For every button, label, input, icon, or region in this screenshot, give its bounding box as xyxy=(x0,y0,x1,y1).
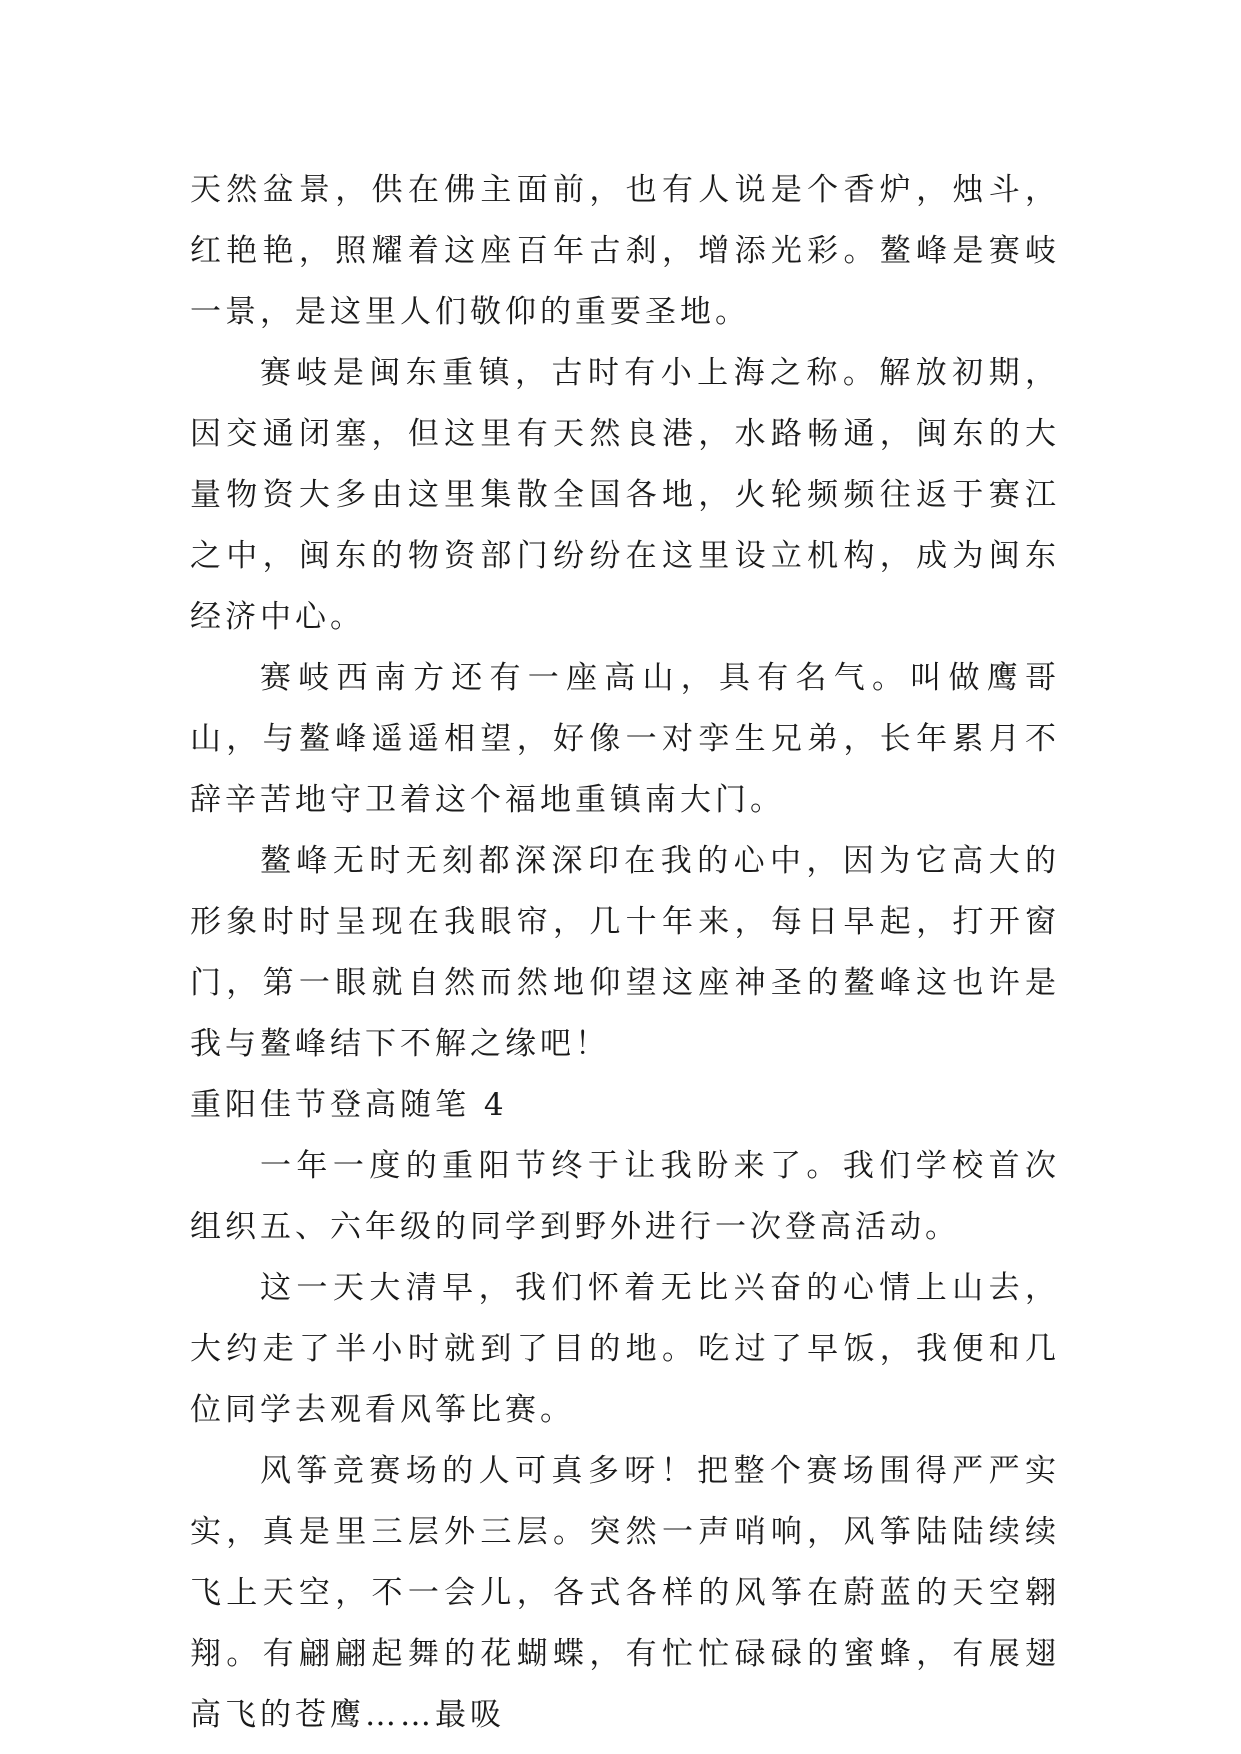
section-paragraph-2: 这一天大清早，我们怀着无比兴奋的心情上山去，大约走了半小时就到了目的地。吃过了早饭，我便和几位同学去观看风筝比赛。 xyxy=(190,1270,1060,1428)
paragraph-3: 赛岐西南方还有一座高山，具有名气。叫做鹰哥山，与鳌峰遥遥相望，好像一对孪生兄弟，长年累月不辞辛苦地守卫着这个福地重镇南大门。 xyxy=(190,660,1060,818)
document-body xyxy=(190,160,1060,1746)
paragraph-4: 鳌峰无时无刻都深深印在我的心中，因为它高大的形象时时呈现在我眼帘，几十年来，每日早起，打开窗门，第一眼就自然而然地仰望这座神圣的鳌峰这也许是我与鳌峰结下不解之缘吧！ xyxy=(190,843,1060,1062)
paragraph-2: 赛岐是闽东重镇，古时有小上海之称。解放初期，因交通闭塞，但这里有天然良港，水路畅通，闽东的大量物资大多由这里集散全国各地，火轮频频往返于赛江之中，闽东的物资部门纷纷在这里设立机构，成为闽东经济中心。 xyxy=(190,355,1060,635)
section-paragraph-3: 风筝竞赛场的人可真多呀！把整个赛场围得严严实实，真是里三层外三层。突然一声哨响，风筝陆陆续续飞上天空，不一会儿，各式各样的风筝在蔚蓝的天空翱翔。有翩翩起舞的花蝴蝶，有忙忙碌碌的蜜蜂，有展翅高飞的苍鹰……最吸 xyxy=(190,1453,1060,1733)
paragraph-1: 天然盆景，供在佛主面前，也有人说是个香炉，烛斗，红艳艳，照耀着这座百年古刹，增添光彩。鳌峰是赛岐一景，是这里人们敬仰的重要圣地。 xyxy=(190,172,1060,330)
section-title: 重阳佳节登高随笔 4 xyxy=(190,1087,508,1123)
section-paragraph-1: 一年一度的重阳节终于让我盼来了。我们学校首次组织五、六年级的同学到野外进行一次登高活动。 xyxy=(190,1148,1060,1245)
